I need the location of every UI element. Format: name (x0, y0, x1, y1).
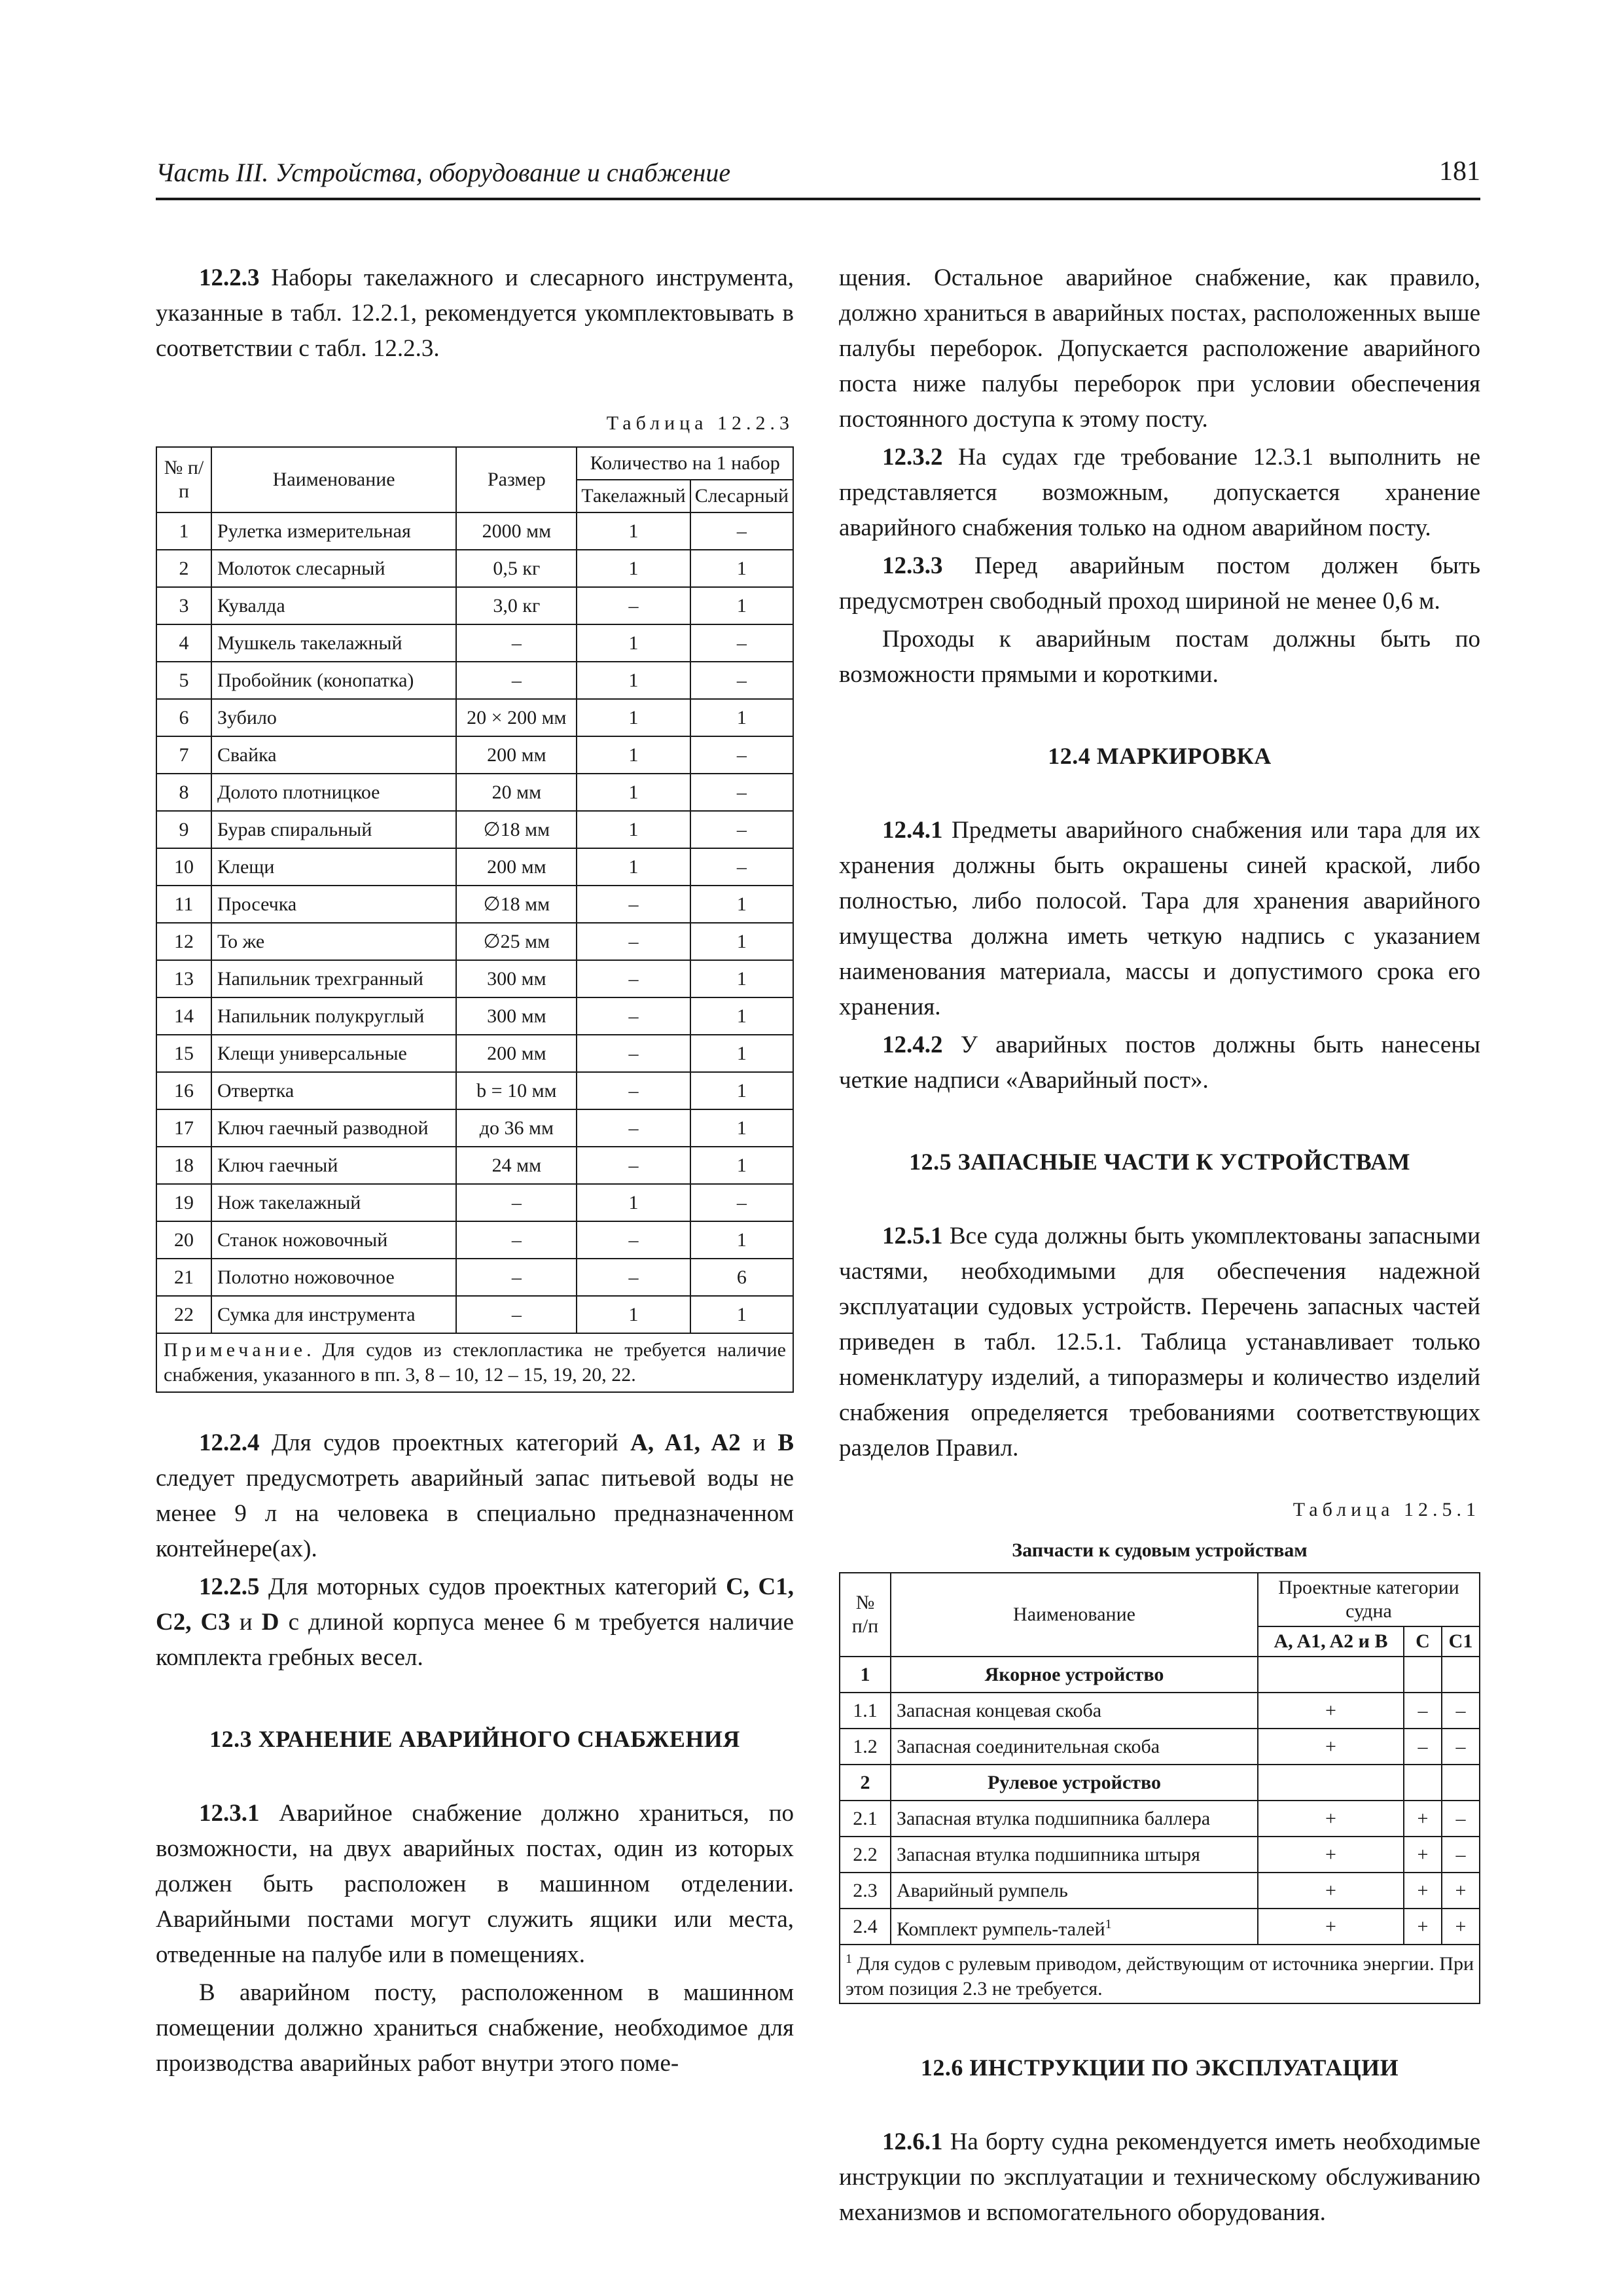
row-cat-c: + (1404, 1801, 1442, 1837)
section-12-4-heading: 12.4 МАРКИРОВКА (1048, 743, 1272, 769)
row-size: ∅25 мм (456, 923, 577, 960)
section-12-5-heading: 12.5 ЗАПАСНЫЕ ЧАСТИ К УСТРОЙСТВАМ (909, 1149, 1410, 1175)
row-cat-a (1258, 1765, 1404, 1801)
table-12-5-1 (839, 1572, 1480, 2004)
col-name-header: Наименование (211, 447, 456, 512)
row-rigging-qty: – (577, 1109, 690, 1147)
row-size: 0,5 кг (456, 550, 577, 587)
row-cat-c: – (1404, 1729, 1442, 1765)
row-number: 8 (156, 774, 211, 811)
row-cat-a: + (1258, 1873, 1404, 1909)
left-column (156, 260, 794, 2084)
row-cat-c1 (1442, 1657, 1480, 1693)
row-name: Отвертка (211, 1072, 456, 1109)
row-name: То же (211, 923, 456, 960)
row-rigging-qty: 1 (577, 1296, 690, 1333)
table-row (156, 1296, 793, 1333)
row-rigging-qty: – (577, 997, 690, 1035)
table-12-2-3-note: Примечание. Для судов из стеклопластика не требуется наличие снабжения, указанного в пп. 3, 8 – 10, 12 – 15, 19, 20, 22. (156, 1333, 793, 1392)
row-rigging-qty: 1 (577, 848, 690, 886)
row-rigging-qty: – (577, 1221, 690, 1259)
row-size: 20 мм (456, 774, 577, 811)
row-size: 200 мм (456, 736, 577, 774)
row-number: 1.2 (840, 1729, 891, 1765)
row-size: 3,0 кг (456, 587, 577, 624)
row-locksmith-qty: – (690, 811, 793, 848)
row-size: – (456, 624, 577, 662)
row-cat-c1: – (1442, 1837, 1480, 1873)
table-row (840, 1837, 1480, 1873)
row-number: 7 (156, 736, 211, 774)
table-row (156, 1109, 793, 1147)
row-name: Комплект румпель-талей$^1$ (891, 1909, 1258, 1945)
row-number: 4 (156, 624, 211, 662)
row-cat-c: – (1404, 1693, 1442, 1729)
row-cat-c (1404, 1765, 1442, 1801)
table-row (840, 1801, 1480, 1837)
row-rigging-qty: – (577, 1035, 690, 1072)
t2-col-num-header: № п/п (840, 1573, 891, 1657)
row-size: – (456, 1296, 577, 1333)
row-rigging-qty: 1 (577, 512, 690, 550)
table-row (156, 699, 793, 736)
row-locksmith-qty: 1 (690, 699, 793, 736)
row-size: ∅18 мм (456, 811, 577, 848)
row-number: 2.3 (840, 1873, 891, 1909)
row-locksmith-qty: 1 (690, 960, 793, 997)
row-number: 15 (156, 1035, 211, 1072)
table-row (840, 1729, 1480, 1765)
t2-col-categories-header: Проектные категории судна (1258, 1573, 1480, 1626)
row-cat-a: + (1258, 1837, 1404, 1873)
table-row (156, 886, 793, 923)
table-row (156, 1147, 793, 1184)
row-number: 9 (156, 811, 211, 848)
row-rigging-qty: – (577, 886, 690, 923)
row-name: Запасная соединительная скоба (891, 1729, 1258, 1765)
row-rigging-qty: 1 (577, 624, 690, 662)
row-locksmith-qty: 1 (690, 1109, 793, 1147)
row-cat-a: + (1258, 1801, 1404, 1837)
table-group-row (840, 1657, 1480, 1693)
row-size: 300 мм (456, 997, 577, 1035)
row-name: Молоток слесарный (211, 550, 456, 587)
paragraph-12-6-1: 12.6.1 На борту судна рекомендуется иметь необходимые инструкции по эксплуатации и техническому обслуживанию механизмов и вспомогательного оборудования. (839, 2128, 1480, 2226)
row-number: 3 (156, 587, 211, 624)
row-size: 300 мм (456, 960, 577, 997)
table-row (156, 774, 793, 811)
row-number: 16 (156, 1072, 211, 1109)
row-cat-c1 (1442, 1765, 1480, 1801)
table-group-row (840, 1765, 1480, 1801)
row-name: Станок ножовочный (211, 1221, 456, 1259)
paragraph-12-4-1: 12.4.1 Предметы аварийного снабжения или тара для их хранения должны быть окрашены синей краской, либо полностью, либо полосой. Тара для хранения аварийного имущества должна иметь четкую надпись с указанием наименования материала, массы и допустимого срока его хранения. (839, 817, 1480, 1020)
row-size: ∅18 мм (456, 886, 577, 923)
row-name: Просечка (211, 886, 456, 923)
row-name: Свайка (211, 736, 456, 774)
row-number: 2 (840, 1765, 891, 1801)
row-cat-c1: – (1442, 1801, 1480, 1837)
row-number: 12 (156, 923, 211, 960)
row-number: 1 (840, 1657, 891, 1693)
row-locksmith-qty: – (690, 1184, 793, 1221)
row-rigging-qty: – (577, 923, 690, 960)
running-header (156, 152, 1480, 200)
row-rigging-qty: – (577, 1147, 690, 1184)
row-cat-c: + (1404, 1909, 1442, 1945)
table-12-2-3-caption: Таблица 12.2.3 (606, 412, 794, 434)
table-row (156, 848, 793, 886)
table-row (156, 1072, 793, 1109)
row-cat-a (1258, 1657, 1404, 1693)
row-locksmith-qty: – (690, 774, 793, 811)
row-size: – (456, 1259, 577, 1296)
section-12-3-heading: 12.3 ХРАНЕНИЕ АВАРИЙНОГО СНАБЖЕНИЯ (209, 1726, 740, 1752)
row-name: Клещи (211, 848, 456, 886)
row-name: Запасная втулка подшипника штыря (891, 1837, 1258, 1873)
right-column (839, 260, 1480, 2233)
row-number: 5 (156, 662, 211, 699)
row-cat-c1: – (1442, 1693, 1480, 1729)
col-qty-header: Количество на 1 набор (577, 447, 793, 480)
row-locksmith-qty: 1 (690, 1072, 793, 1109)
row-name: Долото плотницкое (211, 774, 456, 811)
col-locksmith-header: Слесарный (690, 480, 793, 512)
col-size-header: Размер (456, 447, 577, 512)
row-cat-c1: – (1442, 1729, 1480, 1765)
row-name: Зубило (211, 699, 456, 736)
row-size: до 36 мм (456, 1109, 577, 1147)
row-name: Напильник трехгранный (211, 960, 456, 997)
paragraph-12-5-1: 12.5.1 Все суда должны быть укомплектованы запасными частями, необходимыми для обеспечения надежной эксплуатации судовых устройств. Перечень запасных частей приведен в табл. 12.5.1. Таблица устанавливает только номенклатуру изделий, а типоразмеры и количество изделий снабжения определяется требованиями соответствующих разделов Правил. (839, 1223, 1480, 1462)
table-row (156, 736, 793, 774)
col-rigging-header: Такелажный (577, 480, 690, 512)
row-name: Пробойник (конопатка) (211, 662, 456, 699)
row-locksmith-qty: 1 (690, 1035, 793, 1072)
row-cat-a: + (1258, 1909, 1404, 1945)
row-size: – (456, 662, 577, 699)
row-rigging-qty: – (577, 1259, 690, 1296)
row-size: b = 10 мм (456, 1072, 577, 1109)
row-locksmith-qty: 1 (690, 1147, 793, 1184)
row-size: 24 мм (456, 1147, 577, 1184)
header-title: Часть III. Устройства, оборудование и снабжение (156, 158, 731, 187)
table-12-5-1-subtitle: Запчасти к судовым устройствам (1012, 1539, 1308, 1561)
row-rigging-qty: 1 (577, 736, 690, 774)
table-row (156, 811, 793, 848)
row-number: 11 (156, 886, 211, 923)
row-number: 10 (156, 848, 211, 886)
paragraph-continuation: щения. Остальное аварийное снабжение, как правило, должно храниться в аварийных постах, расположенных выше палубы переборок. Допускается расположение аварийного поста ниже палубы переборок при условии обеспечения постоянного доступа к этому посту. (839, 264, 1480, 433)
row-cat-c: + (1404, 1837, 1442, 1873)
table-row (156, 662, 793, 699)
row-number: 2 (156, 550, 211, 587)
row-locksmith-qty: – (690, 848, 793, 886)
row-number: 21 (156, 1259, 211, 1296)
row-number: 13 (156, 960, 211, 997)
table-row (156, 550, 793, 587)
row-name: Сумка для инструмента (211, 1296, 456, 1333)
row-locksmith-qty: 1 (690, 923, 793, 960)
col-num-header: № п/п (156, 447, 211, 512)
table-row (156, 1184, 793, 1221)
table-row (156, 1259, 793, 1296)
t2-col-name-header: Наименование (891, 1573, 1258, 1657)
row-size: 20 × 200 мм (456, 699, 577, 736)
row-locksmith-qty: 1 (690, 997, 793, 1035)
table-row (156, 1035, 793, 1072)
paragraph-12-2-5: 12.2.5 Для моторных судов проектных категорий C, C1, C2, C3 и D с длиной корпуса менее 6 м требуется наличие комплекта гребных весел. (156, 1573, 794, 1671)
row-number: 1.1 (840, 1693, 891, 1729)
row-name: Бурав спиральный (211, 811, 456, 848)
footnote-marker: 1 (1105, 1916, 1112, 1931)
row-number: 2.4 (840, 1909, 891, 1945)
table-row (156, 624, 793, 662)
paragraph-12-2-3: 12.2.3 Наборы такелажного и слесарного инструмента, указанные в табл. 12.2.1, рекомендуется укомплектовывать в соответствии с табл. 12.2.3. (156, 264, 794, 362)
table-row (156, 997, 793, 1035)
row-cat-c (1404, 1657, 1442, 1693)
section-12-6-heading: 12.6 ИНСТРУКЦИИ ПО ЭКСПЛУАТАЦИИ (920, 2054, 1399, 2081)
table-row (156, 512, 793, 550)
table-row (840, 1909, 1480, 1945)
row-name: Мушкель такелажный (211, 624, 456, 662)
table-12-5-1-footnote: $^1$ Для судов с рулевым приводом, действующим от источника энергии. При этом позиция 2.3 не требуется. (840, 1945, 1480, 2003)
row-locksmith-qty: – (690, 662, 793, 699)
row-size: – (456, 1184, 577, 1221)
table-row (156, 587, 793, 624)
row-name: Рулетка измерительная (211, 512, 456, 550)
row-rigging-qty: – (577, 1072, 690, 1109)
row-rigging-qty: 1 (577, 550, 690, 587)
t2-col-c1-header: C1 (1442, 1626, 1480, 1657)
paragraph-12-3-1: 12.3.1 Аварийное снабжение должно храниться, по возможности, на двух аварийных постах, один из которых должен быть расположен в машинном отделении. Аварийными постами могут служить ящики или места, отведенные на палубе или в помещениях. (156, 1800, 794, 1968)
row-rigging-qty: 1 (577, 699, 690, 736)
row-number: 22 (156, 1296, 211, 1333)
row-rigging-qty: 1 (577, 662, 690, 699)
paragraph-12-2-4: 12.2.4 Для судов проектных категорий A, A1, A2 и B следует предусмотреть аварийный запас питьевой воды не менее 9 л на человека в специально предназначенном контейнере(ах). (156, 1429, 794, 1562)
row-name: Запасная концевая скоба (891, 1693, 1258, 1729)
row-cat-a: + (1258, 1729, 1404, 1765)
row-name: Ключ гаечный разводной (211, 1109, 456, 1147)
row-rigging-qty: – (577, 587, 690, 624)
table-12-2-3 (156, 446, 794, 1393)
row-locksmith-qty: – (690, 736, 793, 774)
row-cat-c1: + (1442, 1909, 1480, 1945)
paragraph-12-3-2: 12.3.2 На судах где требование 12.3.1 выполнить не представляется возможным, допускается хранение аварийного снабжения только на одном аварийном посту. (839, 444, 1480, 541)
paragraph-12-3-3: 12.3.3 Перед аварийным постом должен быть предусмотрен свободный проход шириной не менее 0,6 м. (839, 552, 1480, 615)
row-number: 6 (156, 699, 211, 736)
row-name: Нож такелажный (211, 1184, 456, 1221)
row-rigging-qty: 1 (577, 1184, 690, 1221)
table-row (156, 1221, 793, 1259)
row-name: Якорное устройство (891, 1657, 1258, 1693)
table-12-5-1-caption: Таблица 12.5.1 (1293, 1499, 1480, 1520)
row-size: 2000 мм (456, 512, 577, 550)
row-number: 17 (156, 1109, 211, 1147)
row-size: 200 мм (456, 1035, 577, 1072)
row-cat-a: + (1258, 1693, 1404, 1729)
row-locksmith-qty: 1 (690, 550, 793, 587)
row-locksmith-qty: 6 (690, 1259, 793, 1296)
row-number: 14 (156, 997, 211, 1035)
row-size: 200 мм (456, 848, 577, 886)
row-rigging-qty: 1 (577, 811, 690, 848)
row-name: Ключ гаечный (211, 1147, 456, 1184)
t2-col-c-header: C (1404, 1626, 1442, 1657)
paragraph-12-4-2: 12.4.2 У аварийных постов должны быть нанесены четкие надписи «Аварийный пост». (839, 1031, 1480, 1094)
row-size: – (456, 1221, 577, 1259)
row-locksmith-qty: 1 (690, 886, 793, 923)
paragraph-machinery-post: В аварийном посту, расположенном в машинном помещении должно храниться снабжение, необходимое для производства аварийных работ внутри этого поме- (156, 1979, 794, 2077)
row-name: Кувалда (211, 587, 456, 624)
row-name: Напильник полукруглый (211, 997, 456, 1035)
row-number: 1 (156, 512, 211, 550)
table-row (840, 1873, 1480, 1909)
row-name: Клещи универсальные (211, 1035, 456, 1072)
row-cat-c1: + (1442, 1873, 1480, 1909)
row-locksmith-qty: – (690, 512, 793, 550)
row-number: 18 (156, 1147, 211, 1184)
row-locksmith-qty: 1 (690, 1296, 793, 1333)
row-number: 20 (156, 1221, 211, 1259)
table-row (156, 960, 793, 997)
row-number: 19 (156, 1184, 211, 1221)
row-rigging-qty: 1 (577, 774, 690, 811)
row-name: Аварийный румпель (891, 1873, 1258, 1909)
row-cat-c: + (1404, 1873, 1442, 1909)
row-name: Полотно ножовочное (211, 1259, 456, 1296)
table-row (840, 1693, 1480, 1729)
table-row (156, 923, 793, 960)
paragraph-passages: Проходы к аварийным постам должны быть по возможности прямыми и короткими. (839, 626, 1480, 688)
row-locksmith-qty: 1 (690, 587, 793, 624)
page-number: 181 (1439, 156, 1480, 187)
row-number: 2.1 (840, 1801, 891, 1837)
row-name: Рулевое устройство (891, 1765, 1258, 1801)
row-locksmith-qty: – (690, 624, 793, 662)
t2-col-a-header: A, A1, A2 и B (1258, 1626, 1404, 1657)
row-locksmith-qty: 1 (690, 1221, 793, 1259)
row-rigging-qty: – (577, 960, 690, 997)
row-number: 2.2 (840, 1837, 891, 1873)
row-name: Запасная втулка подшипника баллера (891, 1801, 1258, 1837)
